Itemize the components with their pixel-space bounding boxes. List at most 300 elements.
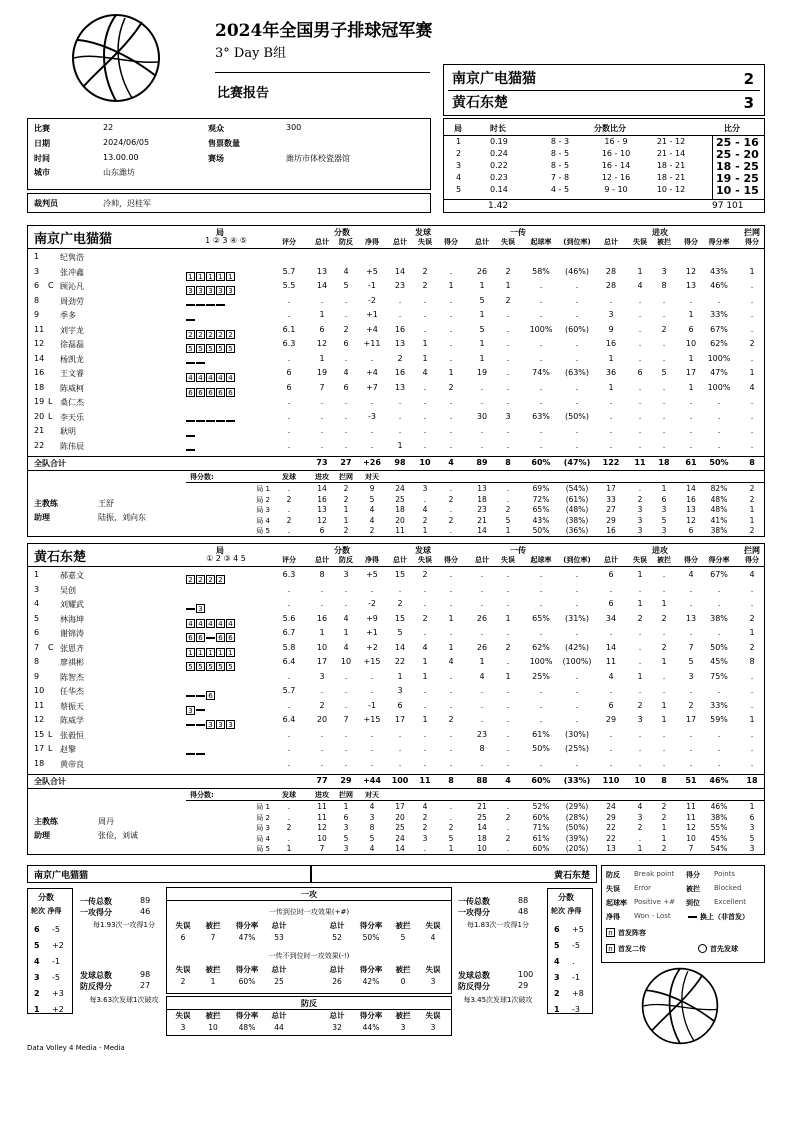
- away-setrow-label: 局 4: [256, 834, 270, 843]
- home-player-stat: 1: [448, 368, 454, 377]
- away-player-stat: 17: [394, 715, 406, 724]
- home-player-stat: .: [370, 353, 374, 363]
- home-total-stat: 122: [602, 458, 620, 467]
- away-player-role: L: [48, 729, 53, 739]
- away-player-number: 11: [34, 700, 45, 710]
- away-setrow-stat: 4: [369, 802, 375, 811]
- away-player-stat: 50%: [532, 744, 550, 753]
- away-player-stat: .: [662, 628, 666, 637]
- away-setrow-stat: 10: [686, 833, 696, 843]
- home-player-stat: .: [320, 397, 324, 406]
- home-setrow-stat: (48%): [565, 505, 589, 514]
- away-player-stat: 2: [688, 700, 694, 710]
- summary-cell: 失误: [175, 1011, 191, 1020]
- home-reception-points: 46: [140, 907, 151, 916]
- home-subheader: 总计: [393, 238, 407, 246]
- home-subheader: (到位率): [563, 238, 591, 246]
- away-player-stat: .: [344, 686, 348, 695]
- away-player-stat: 75%: [710, 671, 728, 681]
- away-player-stat: 45%: [710, 657, 728, 666]
- away-subheader: 得分: [684, 556, 698, 564]
- legend-label: 首发二传: [618, 945, 646, 953]
- away-player-stat: .: [575, 715, 579, 724]
- set-partial-b: 16 - 9: [604, 137, 628, 146]
- home-subheader: 防反: [339, 238, 353, 246]
- summary-cell: 3: [400, 1023, 406, 1032]
- home-setrow-stat: .: [449, 505, 453, 514]
- home-player-stat: 1: [688, 353, 694, 363]
- summary-cell: 总计: [271, 921, 287, 930]
- away-player-stat: .: [506, 700, 510, 710]
- home-player-stat: 6: [319, 324, 325, 334]
- away-player-stat: .: [370, 671, 374, 681]
- away-player-number: 8: [34, 657, 40, 666]
- home-subheader: 被拦: [657, 238, 671, 246]
- away-player-stat: .: [449, 744, 453, 753]
- home-player-stat: .: [423, 310, 427, 319]
- away-player-name: 刘耀武: [60, 600, 84, 609]
- home-player-stat: .: [344, 397, 348, 406]
- sub-bar-icon: [216, 304, 225, 306]
- home-player-stat: 1: [688, 310, 694, 319]
- home-player-stat: 12: [316, 339, 328, 348]
- home-group-set: 局: [216, 228, 224, 237]
- away-player-stat: 14: [605, 642, 617, 652]
- home-player-stat: .: [662, 397, 666, 406]
- home-player-stat: 13: [316, 266, 328, 276]
- away-player-stat: .: [717, 729, 721, 739]
- home-setrow-stat: .: [423, 494, 427, 504]
- away-player-number: 6: [34, 628, 40, 637]
- home-player-stat: .: [750, 397, 754, 406]
- away-player-stat: .: [638, 642, 642, 652]
- home-setrow-stat: 17: [606, 484, 616, 493]
- home-setrow-stat: 69%: [532, 484, 550, 493]
- away-player-stat: 20: [316, 715, 328, 724]
- home-subheader: 总计: [315, 238, 329, 246]
- away-player-stat: .: [750, 671, 754, 681]
- rotation-net: -5: [52, 925, 60, 934]
- home-player-stat: .: [370, 440, 374, 450]
- away-subheader: 净得: [365, 556, 379, 564]
- summary-cell: 被拦: [395, 965, 411, 974]
- home-player-stat: +5: [366, 266, 378, 276]
- home-player-stat: -2: [368, 295, 376, 305]
- summary-cell: 7: [210, 933, 216, 942]
- away-setrow-stat: 14: [395, 844, 405, 853]
- away-setrow-stat: 6: [343, 812, 349, 822]
- lineup-square: 3: [216, 286, 225, 295]
- away-player-stat: +2: [366, 642, 378, 652]
- away-player-stat: 3: [688, 671, 694, 681]
- legend-label: 被拦: [686, 885, 700, 893]
- away-player-stat: .: [398, 729, 402, 739]
- away-setrow-stat: 11: [686, 812, 696, 822]
- away-player-stat: 2: [422, 570, 428, 579]
- away-player-rating: .: [287, 744, 291, 753]
- away-player-stat: 1: [397, 671, 403, 681]
- home-setrow-stat: 4: [369, 515, 375, 525]
- home-setrow-stat: 2: [422, 515, 428, 525]
- home-subheader: 评分: [282, 238, 296, 246]
- away-total-stat: 88: [476, 776, 488, 785]
- volleyball-footer-icon: [640, 966, 720, 1046]
- away-player-stat: .: [609, 729, 613, 739]
- home-setrow-stat: 1: [749, 505, 755, 514]
- away-player-stat: (100%): [562, 657, 592, 666]
- away-player-stat: 2: [637, 700, 643, 710]
- home-setrow-stat: 3: [661, 505, 667, 514]
- home-subheader: 失误: [501, 238, 515, 246]
- home-setrow-stat: 16: [606, 526, 616, 535]
- away-player-stat: 4: [422, 642, 428, 652]
- home-player-name: 张冲鑫: [60, 267, 84, 277]
- away-setrow-stat: 18: [477, 833, 487, 843]
- away-player-stat: .: [750, 599, 754, 608]
- home-player-rating: .: [287, 353, 291, 363]
- home-setrow-stat: 13: [686, 505, 696, 514]
- away-player-stat: 2: [661, 613, 667, 623]
- home-player-number: 20: [34, 411, 45, 421]
- away-player-stat: .: [539, 758, 543, 768]
- home-player-stat: 1: [479, 339, 485, 348]
- summary-cell: 被拦: [395, 1011, 411, 1020]
- home-setrow-stat: 6: [661, 494, 667, 504]
- home-player-name: 桑仁杰: [60, 398, 84, 407]
- away-player-stat: 1: [505, 671, 511, 681]
- away-subheader: 得分率: [708, 556, 730, 564]
- summary-cell: 得分率: [359, 921, 383, 930]
- away-setrow-stat: 3: [637, 812, 643, 822]
- rotation-net: +3: [52, 989, 64, 998]
- home-player-stat: .: [423, 295, 427, 305]
- summary-cell: 50%: [362, 933, 380, 942]
- home-player-stat: .: [344, 310, 348, 319]
- legend-label: 得分: [686, 871, 700, 879]
- away-player-stat: .: [423, 744, 427, 753]
- home-player-stat: .: [449, 324, 453, 334]
- home-player-stat: .: [506, 426, 510, 435]
- home-setrow-stat: 5: [505, 515, 511, 525]
- summary-cell: 得分率: [359, 1011, 383, 1020]
- away-player-stat: .: [370, 584, 374, 594]
- score-header: 比分: [724, 124, 740, 133]
- sub-bar-icon: [206, 637, 215, 639]
- away-setrows-header: 发球: [282, 791, 296, 799]
- home-player-sets: [186, 367, 236, 382]
- sub-bar-icon: [196, 695, 205, 697]
- home-player-stat: 13: [685, 281, 697, 290]
- match-label: 比赛: [34, 124, 50, 133]
- away-setrow-stat: 7: [319, 844, 325, 853]
- home-player-stat: .: [344, 440, 348, 450]
- lineup-square: 2: [196, 330, 205, 339]
- home-rotation-box: [27, 888, 73, 1014]
- sub-bar-icon: [226, 420, 235, 422]
- away-setrow-label: 局 5: [256, 845, 270, 853]
- sub-bar-icon: [206, 304, 215, 306]
- away-group-block: 拦网: [744, 546, 760, 555]
- away-player-stat: .: [609, 744, 613, 753]
- home-player-stat: 58%: [532, 266, 550, 276]
- away-player-sets: [186, 569, 226, 584]
- away-player-stat: .: [539, 584, 543, 594]
- away-player-stat: 5: [397, 628, 403, 637]
- lineup-square: 5: [226, 344, 235, 353]
- summary-cell: 总计: [329, 921, 345, 930]
- home-player-stat: .: [575, 281, 579, 290]
- match-number: 22: [103, 123, 114, 132]
- home-setrow-stat: 3: [637, 515, 643, 525]
- home-player-stat: .: [689, 426, 693, 435]
- home-player-name: 纪隽浩: [60, 253, 84, 262]
- home-assistant-names: 陆振，刘向东: [98, 513, 146, 522]
- set-number: 4: [456, 173, 462, 182]
- summary-cell: 总计: [271, 965, 287, 974]
- home-player-number: 14: [34, 353, 45, 363]
- home-player-stat: 2: [661, 324, 667, 334]
- home-setrow-stat: .: [287, 526, 291, 535]
- set-partial-a: 8 - 5: [550, 149, 570, 158]
- summary-cell: 48%: [238, 1023, 256, 1032]
- home-player-stat: 1: [608, 382, 614, 392]
- away-player-stat: 25%: [532, 671, 550, 681]
- away-setrow-stat: .: [506, 844, 510, 853]
- home-player-sets: [186, 411, 236, 422]
- home-player-sets: [186, 382, 236, 397]
- home-player-stat: .: [320, 440, 324, 450]
- home-total-stat: 4: [448, 458, 454, 467]
- home-player-stat: 6: [343, 382, 349, 392]
- setrows-divider: [28, 788, 764, 789]
- lineup-square: 6: [216, 388, 225, 397]
- away-rotation-header: 轮次 净得: [551, 907, 582, 915]
- set-partial-c: 21 - 14: [656, 149, 686, 158]
- away-player-stat: .: [344, 758, 348, 768]
- away-player-rating: 6.4: [282, 715, 296, 724]
- away-player-stat: 2: [505, 642, 511, 652]
- home-setrow-stat: 6: [688, 526, 694, 535]
- home-reception-total: 89: [140, 896, 151, 905]
- away-player-stat: +1: [366, 628, 378, 637]
- home-player-number: 18: [34, 382, 45, 392]
- away-setrow-stat: 1: [661, 823, 667, 832]
- summary-cell: 53: [274, 933, 284, 942]
- away-player-stat: .: [750, 729, 754, 739]
- away-player-stat: 16: [316, 613, 328, 623]
- away-player-stat: .: [423, 700, 427, 710]
- home-group-block: 拦网: [744, 228, 760, 237]
- home-player-stat: 6: [688, 324, 694, 334]
- away-player-stat: .: [539, 700, 543, 710]
- legend-circle-icon: [698, 944, 707, 953]
- away-setrow-stat: 46%: [710, 802, 728, 811]
- lineup-square: 3: [196, 286, 205, 295]
- home-setrow-stat: 12: [686, 515, 696, 525]
- away-player-stat: .: [638, 584, 642, 594]
- home-player-stat: 100%: [707, 382, 731, 392]
- home-player-stat: .: [638, 397, 642, 406]
- home-player-stat: .: [398, 397, 402, 406]
- set-duration: 0.23: [490, 173, 508, 182]
- home-break-points: 27: [140, 981, 151, 990]
- away-player-stat: .: [575, 584, 579, 594]
- summary-cell: 失误: [425, 921, 441, 930]
- away-subheader: 失误: [418, 556, 432, 564]
- home-player-stat: 1: [479, 353, 485, 363]
- set-partial-c: 18 - 21: [656, 173, 686, 182]
- home-player-rating: 6.1: [282, 324, 296, 334]
- home-reception-total-label: 一传总数: [80, 897, 112, 906]
- away-player-stat: .: [480, 599, 484, 608]
- home-total-stat: 18: [658, 458, 670, 467]
- away-player-rating: .: [287, 729, 291, 739]
- away-player-stat: .: [609, 758, 613, 768]
- home-player-stat: .: [398, 411, 402, 421]
- away-player-stat: .: [506, 758, 510, 768]
- home-player-stat: .: [575, 353, 579, 363]
- home-setrow-stat: 1: [343, 505, 349, 514]
- lineup-square: 4: [216, 373, 225, 382]
- away-player-stat: 1: [505, 613, 511, 623]
- home-player-role: C: [48, 281, 54, 290]
- away-player-stat: 1: [479, 657, 485, 666]
- away-player-name: 黄帝良: [60, 759, 84, 769]
- home-player-stat: .: [506, 324, 510, 334]
- away-player-stat: .: [575, 700, 579, 710]
- home-player-stat: .: [480, 382, 484, 392]
- away-player-stat: .: [506, 657, 510, 666]
- home-total-stat: 8: [749, 458, 755, 467]
- away-player-stat: .: [370, 729, 374, 739]
- away-player-stat: .: [320, 758, 324, 768]
- setrows-head-divider: [186, 800, 764, 801]
- away-player-stat: 2: [749, 642, 755, 652]
- sub-bar-icon: [186, 435, 195, 437]
- lineup-square: 4: [216, 619, 225, 628]
- away-player-stat: .: [717, 628, 721, 637]
- home-player-stat: 4: [637, 281, 643, 290]
- home-player-stat: 13: [394, 382, 406, 392]
- rotation-number: 1: [554, 1005, 560, 1014]
- rotation-net: +5: [572, 925, 584, 934]
- home-player-stat: 74%: [532, 368, 550, 377]
- home-group-serve: 发球: [415, 228, 431, 237]
- home-player-stat: .: [370, 426, 374, 435]
- home-sets-won: 2: [743, 70, 754, 88]
- home-player-stat: .: [609, 295, 613, 305]
- summary-cell: 被拦: [395, 921, 411, 930]
- away-player-stat: .: [662, 686, 666, 695]
- away-player-stat: .: [320, 584, 324, 594]
- away-player-stat: .: [662, 744, 666, 753]
- summary-cell: 得分率: [235, 965, 259, 974]
- rotation-number: 2: [34, 989, 40, 998]
- home-serve-note: 每3.63次发球1次破攻: [89, 996, 159, 1004]
- away-setrow-stat: 2: [422, 823, 428, 832]
- home-player-stat: 1: [749, 266, 755, 276]
- venue-label: 赛场: [208, 154, 224, 163]
- away-setrow-stat: 11: [317, 812, 327, 822]
- away-player-role: C: [48, 642, 54, 652]
- away-player-stat: .: [662, 584, 666, 594]
- home-player-stat: 5: [479, 324, 485, 334]
- home-setrow-stat: 2: [286, 515, 292, 525]
- home-player-stat: .: [506, 440, 510, 450]
- home-setrow-stat: .: [449, 526, 453, 535]
- home-player-stat: .: [506, 397, 510, 406]
- away-setrow-stat: (20%): [565, 844, 589, 853]
- home-setrow-stat: 1: [661, 484, 667, 493]
- away-player-rating: 5.7: [282, 686, 296, 695]
- home-coach-label: 主教练: [34, 499, 58, 508]
- home-player-stat: .: [689, 411, 693, 421]
- away-player-stat: .: [449, 671, 453, 681]
- away-player-stat: .: [344, 584, 348, 594]
- lineup-square: 4: [226, 373, 235, 382]
- home-setrows-label: 得分数:: [190, 473, 214, 481]
- summary-cell: 失误: [175, 965, 191, 974]
- away-setrow-stat: 12: [317, 823, 327, 832]
- away-coach-label: 主教练: [34, 817, 58, 826]
- lineup-square: 2: [186, 330, 195, 339]
- away-setrow-stat: 6: [749, 812, 755, 822]
- referees-box: [27, 193, 431, 213]
- away-player-rating: 6.7: [282, 628, 296, 637]
- home-player-stat: 1: [637, 266, 643, 276]
- home-setrows-header: 进攻: [315, 473, 329, 481]
- set-duration: 0.19: [490, 137, 508, 146]
- away-player-sets: [186, 685, 216, 700]
- away-player-stat: .: [423, 584, 427, 594]
- home-total-stat: 61: [685, 458, 697, 467]
- away-setrow-stat: 5: [369, 833, 375, 843]
- home-setrow-stat: 2: [448, 515, 454, 525]
- home-player-stat: .: [662, 411, 666, 421]
- away-player-stat: .: [506, 584, 510, 594]
- lineup-square: 3: [226, 286, 235, 295]
- home-player-stat: .: [344, 426, 348, 435]
- summary-cell: 总计: [329, 965, 345, 974]
- set-number: 1: [456, 137, 462, 146]
- away-player-stat: 1: [749, 628, 755, 637]
- away-player-stat: 23: [476, 729, 488, 739]
- home-setrow-stat: 82%: [710, 484, 728, 493]
- lineup-square: 2: [216, 575, 225, 584]
- home-player-stat: .: [449, 397, 453, 406]
- home-setrow-stat: 3: [637, 505, 643, 514]
- lineup-square: 1: [206, 648, 215, 657]
- home-setrow-stat: 2: [637, 494, 643, 504]
- away-player-stat: 4: [688, 570, 694, 579]
- away-player-stat: 62%: [532, 642, 550, 652]
- home-player-stat: +1: [366, 310, 378, 319]
- sub-bar-icon: [186, 362, 195, 364]
- home-player-stat: .: [539, 295, 543, 305]
- away-player-stat: 100%: [529, 657, 553, 666]
- home-player-sets: [186, 425, 196, 436]
- home-setrow-stat: 6: [319, 526, 325, 535]
- lineup-square: 5: [216, 344, 225, 353]
- home-player-stat: 3: [608, 310, 614, 319]
- away-setrow-stat: 22: [606, 833, 616, 843]
- home-player-stat: .: [750, 295, 754, 305]
- away-player-rating: .: [287, 599, 291, 608]
- away-player-stat: .: [480, 686, 484, 695]
- home-player-stat: .: [506, 339, 510, 348]
- home-player-number: 8: [34, 295, 40, 305]
- sub-bar-icon: [186, 695, 195, 697]
